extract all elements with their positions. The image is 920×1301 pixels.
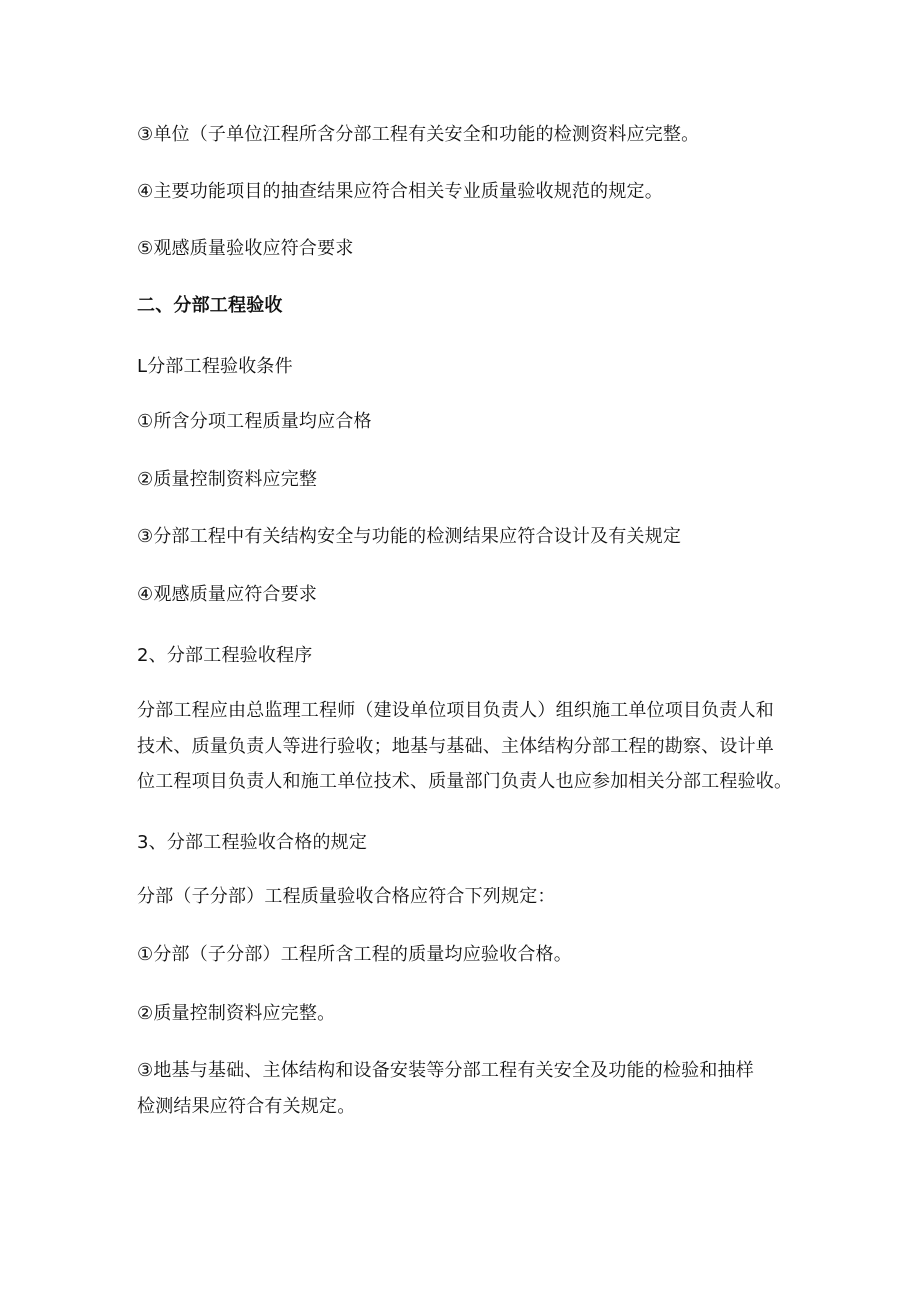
subheading-acceptance-rules: 3、分部工程验收合格的规定 bbox=[137, 832, 368, 853]
text-line-condition-4: ④观感质量应符合要求 bbox=[137, 584, 318, 605]
subheading-acceptance-procedure: 2、分部工程验收程序 bbox=[137, 645, 313, 666]
text-line-rule-3-part-1: ③地基与基础、主体结构和设备安装等分部工程有关安全及功能的检验和抽样 bbox=[137, 1060, 754, 1081]
subheading-acceptance-conditions: L分部工程验收条件 bbox=[137, 356, 293, 377]
text-line-item-4-spot-check: ④主要功能项目的抽查结果应符合相关专业质量验收规范的规定。 bbox=[137, 181, 663, 202]
text-line-condition-2: ②质量控制资料应完整 bbox=[137, 469, 318, 490]
text-line-item-3-completeness: ③单位（子单位江程所含分部工程有关安全和功能的检测资料应完整。 bbox=[137, 124, 700, 145]
text-line-rules-intro: 分部（子分部）工程质量验收合格应符合下列规定： bbox=[137, 886, 556, 907]
text-line-condition-3: ③分部工程中有关结构安全与功能的检测结果应符合设计及有关规定 bbox=[137, 526, 682, 547]
paragraph-procedure-line-3: 位工程项目负责人和施工单位技术、质量部门负责人也应参加相关分部工程验收。 bbox=[137, 771, 793, 792]
text-line-rule-3-part-2: 检测结果应符合有关规定。 bbox=[137, 1096, 356, 1117]
text-line-rule-2: ②质量控制资料应完整。 bbox=[137, 1003, 336, 1024]
section-heading-division-acceptance: 二、分部工程验收 bbox=[137, 295, 283, 316]
text-line-condition-1: ①所含分项工程质量均应合格 bbox=[137, 411, 372, 432]
paragraph-procedure-line-1: 分部工程应由总监理工程师（建设单位项目负责人）组织施工单位项目负责人和 bbox=[137, 700, 774, 721]
text-line-item-5-visual-quality: ⑤观感质量验收应符合要求 bbox=[137, 238, 354, 259]
text-line-rule-1: ①分部（子分部）工程所含工程的质量均应验收合格。 bbox=[137, 944, 572, 965]
paragraph-procedure-line-2: 技术、质量负责人等进行验收；地基与基础、主体结构分部工程的勘察、设计单 bbox=[137, 736, 774, 757]
